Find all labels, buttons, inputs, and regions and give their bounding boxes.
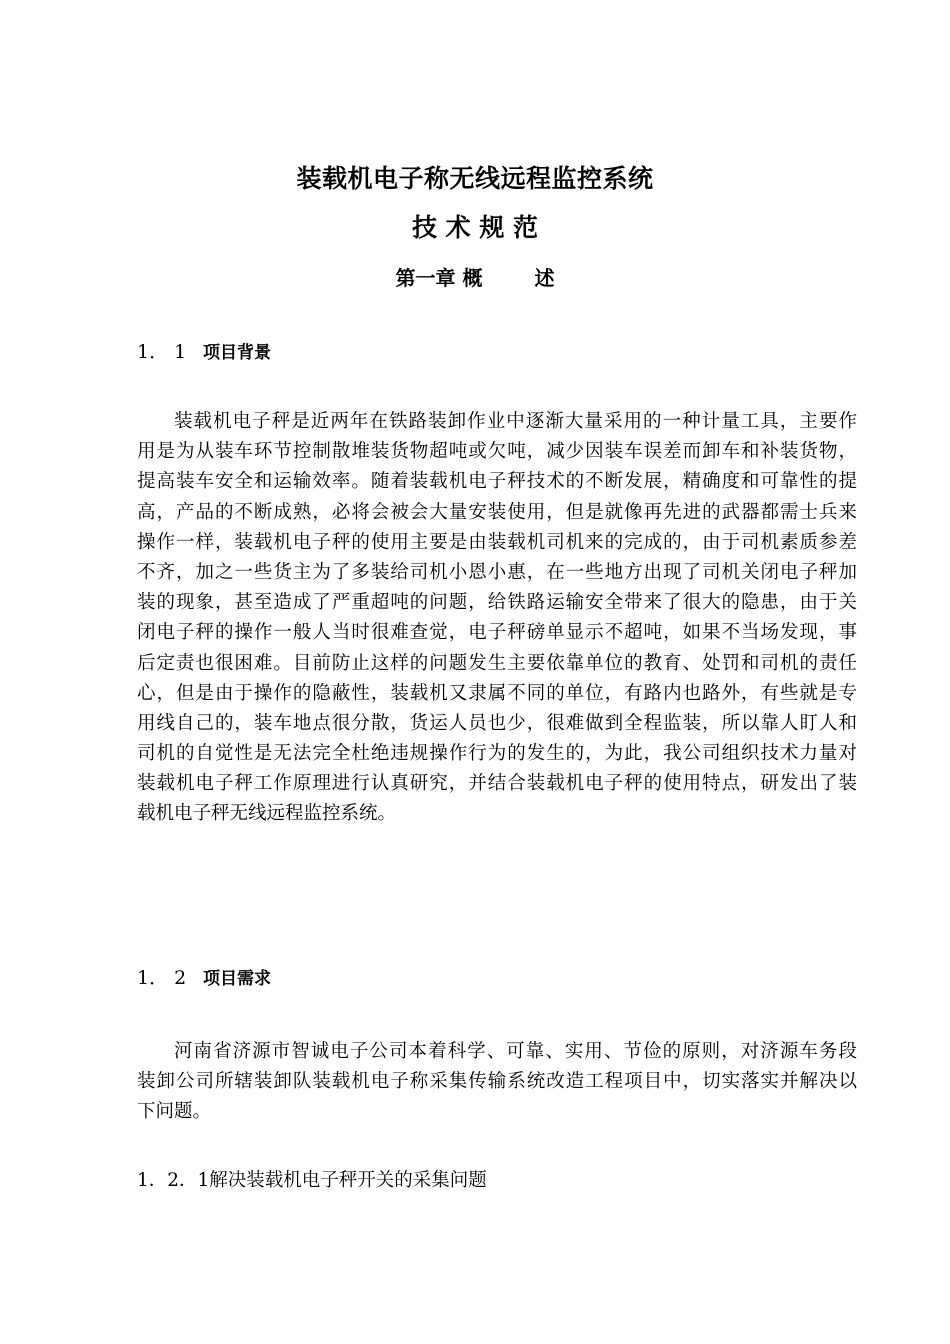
section-paragraph-background: [137, 407, 857, 830]
section-heading-1-1: [137, 338, 271, 367]
section-label: 项目背景: [203, 343, 271, 363]
chapter-heading: [0, 263, 950, 293]
paragraph-line: 后定责也很困难。目前防止这样的问题发生主要依靠单位的教育、处罚和司机的责任: [137, 652, 857, 674]
document-subtitle: 技 术 规 范: [411, 213, 539, 242]
subsection-heading-1-2-1: 1．2．1解决装载机电子秤开关的采集问题: [137, 1170, 487, 1191]
paragraph-line: 心，但是由于操作的隐蔽性，装载机又隶属不同的单位，有路内也路外，有些就是专: [137, 682, 857, 704]
paragraph-line: 河南省济源市智诚电子公司本着科学、可靠、实用、节俭的原则，对济源车务段: [174, 1041, 857, 1062]
section-heading-1-2: [137, 964, 271, 993]
section-paragraph-requirements: [137, 1037, 857, 1128]
paragraph-line: 载机电子秤无线远程监控系统。: [137, 803, 397, 825]
chapter-heading-prefix: 第一章 概: [395, 266, 483, 290]
paragraph-line: 不齐，加之一些货主为了多装给司机小恩小惠，在一些地方出现了司机关闭电子秤加: [137, 561, 857, 583]
paragraph-line: 高，产品的不断成熟，必将会被会大量安装使用，但是就像再先进的武器都需士兵来: [137, 501, 857, 523]
paragraph-line: 装载机电子秤工作原理进行认真研究，并结合装载机电子秤的使用特点，研发出了装: [137, 773, 857, 795]
section-label: 项目需求: [203, 969, 271, 989]
section-number: 1． 2: [137, 967, 187, 989]
document-title: 装载机电子称无线远程监控系统: [296, 164, 654, 193]
paragraph-line: 用是为从装车环节控制散堆装货物超吨或欠吨，减少因装车误差而卸车和补装货物，: [137, 441, 857, 463]
paragraph-line: 用线自己的，装车地点很分散，货运人员也少，很难做到全程监装，所以靠人盯人和: [137, 712, 857, 734]
paragraph-line: 装卸公司所辖装卸队装载机电子称采集传输系统改造工程项目中，切实落实并解决以: [137, 1071, 857, 1093]
paragraph-line: 下问题。: [137, 1101, 212, 1123]
paragraph-line: 提高装车安全和运输效率。随着装载机电子秤技术的不断发展，精确度和可靠性的提: [137, 471, 857, 493]
paragraph-line: 操作一样，装载机电子秤的使用主要是由装载机司机来的完成的，由于司机素质参差: [137, 531, 857, 553]
chapter-heading-suffix: 述: [534, 266, 555, 290]
paragraph-line: 装的现象，甚至造成了严重超吨的问题，给铁路运输安全带来了很大的隐患，由于关: [137, 592, 857, 614]
paragraph-line: 闭电子秤的操作一般人当时很难查觉，电子秤磅单显示不超吨，如果不当场发现，事: [137, 622, 857, 644]
paragraph-line: 装载机电子秤是近两年在铁路装卸作业中逐渐大量采用的一种计量工具，主要作: [174, 411, 857, 432]
paragraph-line: 司机的自觉性是无法完全杜绝违规操作行为的发生的，为此，我公司组织技术力量对: [137, 743, 857, 765]
section-number: 1． 1: [137, 341, 187, 363]
